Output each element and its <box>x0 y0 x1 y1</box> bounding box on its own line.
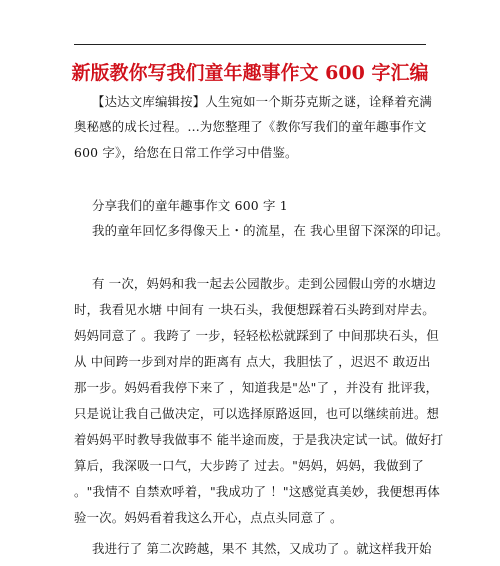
body-line-10: 验一次。妈妈看着我这么开心，点点头同意了 。 <box>74 510 343 525</box>
body-line-9: 。"我情不 自禁欢呼着，"我成功了 ！"这感觉真美妙，我便想再体 <box>74 484 440 499</box>
body-line-4: 从 中间跨一步到对岸的距离有 点大，我胆怯了 ，迟迟不 敢迈出 <box>74 354 431 369</box>
body-line-2: 时，我看见水塘 中间有 一块石头，我便想踩着石头跨到对岸去。 <box>74 302 435 317</box>
first-paragraph: 我的童年回忆多得像天上・的流星，在 我心里留下深深的印记。 <box>92 223 449 238</box>
body-line-7: 着妈妈平时教导我做事不 能半途而废，于是我决定试一试。做好打 <box>74 432 444 447</box>
intro-line-3: 600 字》，给您在日常工作学习中借鉴。 <box>74 145 298 160</box>
body-line-last: 我进行了 第二次跨越，果不 其然，又成功了 。就这样我开始 <box>92 541 432 556</box>
intro-line-2: 奥秘感的成长过程。…为您整理了《教你写我们的童年趣事作文 <box>74 119 427 134</box>
intro-line-1: 【达达文库编辑按】人生宛如一个斯芬克斯之谜，诠释着充满 <box>92 94 432 109</box>
body-line-1: 有 一次，妈妈和我一起去公园散步。走到公园假山旁的水塘边 <box>92 276 437 291</box>
document-title: 新版教你写我们童年趣事作文 600 字汇编 <box>71 62 429 84</box>
body-line-3: 妈妈同意了 。我跨了 一步，轻轻松松就踩到了 中间那块石头，但 <box>74 328 439 343</box>
body-line-6: 只是说让我自己做决定，可以选择原路返回，也可以继续前进。想 <box>74 406 440 421</box>
header-rule <box>74 44 426 45</box>
section-heading: 分享我们的童年趣事作文 600 字 1 <box>92 198 288 213</box>
body-line-5: 那一步。妈妈看我停下来了 ，知道我是"怂"了 ，并没有 批评我， <box>74 380 439 395</box>
body-line-8: 算后，我深吸一口气，大步跨了 过去。"妈妈，妈妈，我做到了 <box>74 458 424 473</box>
